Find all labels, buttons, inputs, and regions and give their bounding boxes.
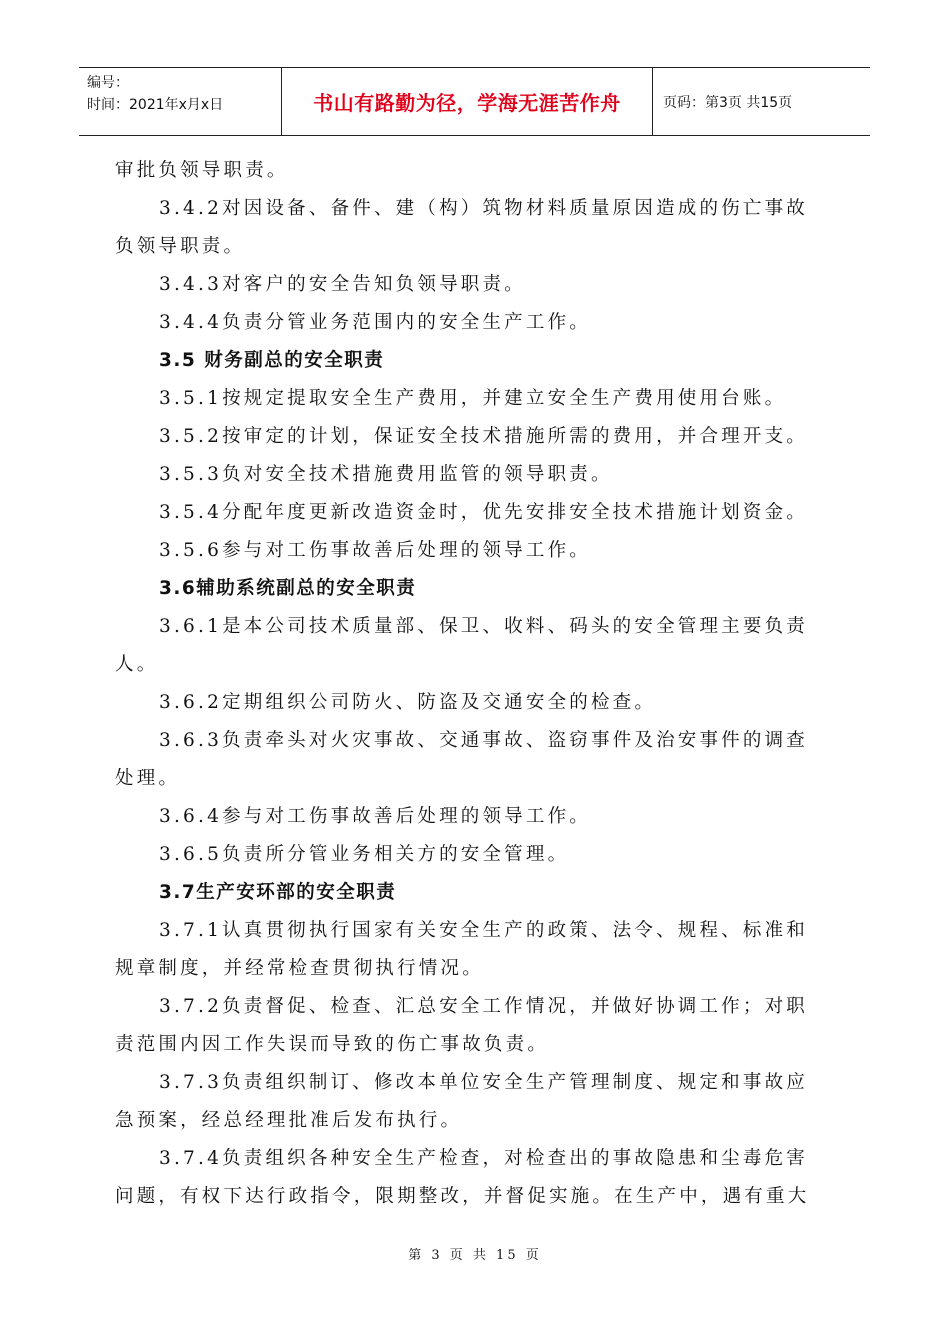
section-heading: 3.6辅助系统副总的安全职责 bbox=[159, 578, 417, 599]
document-date: 时间：2021年x月x日 bbox=[87, 97, 224, 113]
paragraph-line: 3.5.3负对安全技术措施费用监管的领导职责。 bbox=[159, 464, 613, 485]
paragraph-line: 3.5.4分配年度更新改造资金时，优先安排安全技术措施计划资金。 bbox=[159, 502, 808, 523]
paragraph-line: 3.6.4参与对工伤事故善后处理的领导工作。 bbox=[159, 806, 591, 827]
section-heading: 3.7生产安环部的安全职责 bbox=[159, 882, 397, 903]
paragraph-line: 3.6.1是本公司技术质量部、保卫、收料、码头的安全管理主要负责 bbox=[159, 616, 808, 637]
paragraph-line: 3.4.4负责分管业务范围内的安全生产工作。 bbox=[159, 312, 591, 333]
document-code-label: 编号： bbox=[87, 75, 129, 91]
paragraph-line: 3.7.1认真贯彻执行国家有关安全生产的政策、法令、规程、标准和 bbox=[159, 920, 808, 941]
paragraph-line: 3.4.3对客户的安全告知负领导职责。 bbox=[159, 274, 526, 295]
paragraph-line: 责范围内因工作失误而导致的伤亡事故负责。 bbox=[115, 1034, 550, 1055]
paragraph-line: 3.5.2按审定的计划，保证安全技术措施所需的费用，并合理开支。 bbox=[159, 426, 808, 447]
paragraph-line: 3.5.6参与对工伤事故善后处理的领导工作。 bbox=[159, 540, 591, 561]
paragraph-line: 3.6.5负责所分管业务相关方的安全管理。 bbox=[159, 844, 570, 865]
page-footer: 第 3 页 共 15 页 bbox=[408, 1248, 542, 1263]
header-page-info: 页码：第3页 共15页 bbox=[663, 94, 793, 111]
paragraph-line: 3.6.3负责牵头对火灾事故、交通事故、盗窃事件及治安事件的调查 bbox=[159, 730, 808, 751]
paragraph-line: 3.5.1按规定提取安全生产费用，并建立安全生产费用使用台账。 bbox=[159, 388, 787, 409]
paragraph-line: 审批负领导职责。 bbox=[115, 160, 289, 181]
paragraph-line: 3.7.3负责组织制订、修改本单位安全生产管理制度、规定和事故应 bbox=[159, 1072, 808, 1093]
paragraph-line: 人。 bbox=[115, 654, 159, 675]
header-meta bbox=[79, 68, 282, 135]
paragraph-line: 急预案，经总经理批准后发布执行。 bbox=[115, 1110, 463, 1131]
paragraph-line: 3.4.2对因设备、备件、建（构）筑物材料质量原因造成的伤亡事故 bbox=[159, 198, 808, 219]
document-body bbox=[115, 152, 835, 1216]
page-header bbox=[79, 67, 870, 136]
paragraph-line: 3.7.4负责组织各种安全生产检查，对检查出的事故隐患和尘毒危害 bbox=[159, 1148, 808, 1169]
paragraph-line: 3.6.2定期组织公司防火、防盗及交通安全的检查。 bbox=[159, 692, 657, 713]
paragraph-line: 负领导职责。 bbox=[115, 236, 246, 257]
paragraph-line: 3.7.2负责督促、检查、汇总安全工作情况，并做好协调工作；对职 bbox=[159, 996, 808, 1017]
paragraph-line: 规章制度，并经常检查贯彻执行情况。 bbox=[115, 958, 484, 979]
header-motto: 书山有路勤为径，学海无涯苦作舟 bbox=[282, 68, 653, 135]
paragraph-line: 处理。 bbox=[115, 768, 181, 789]
paragraph-line: 问题，有权下达行政指令，限期整改，并督促实施。在生产中，遇有重大 bbox=[115, 1186, 810, 1207]
section-heading: 3.5 财务副总的安全职责 bbox=[159, 350, 385, 371]
